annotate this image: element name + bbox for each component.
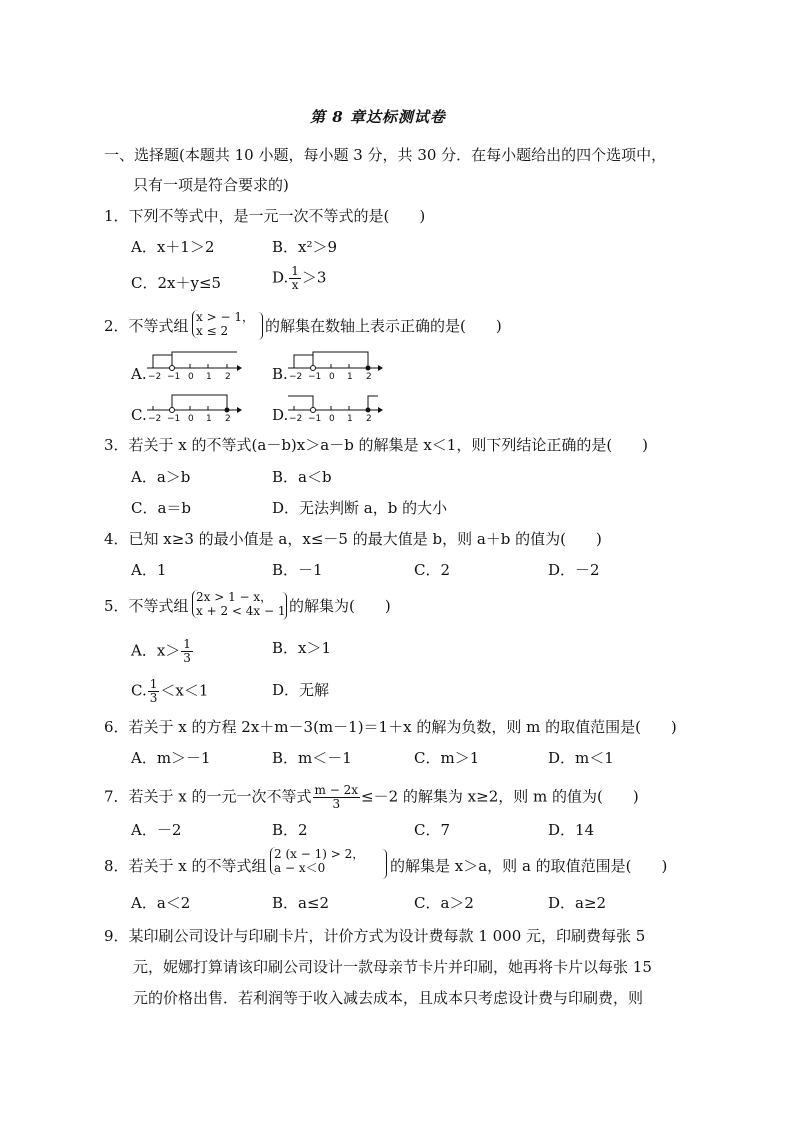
q8-option-c: C．a＞2 <box>414 894 474 912</box>
q5-a-denominator: 3 <box>183 651 191 665</box>
q7-option-d: D．14 <box>548 821 595 839</box>
section-heading-line2: 只有一项是符合要求的) <box>133 176 289 194</box>
q2-system <box>192 310 254 338</box>
q3-option-a: A．a＞b <box>131 468 191 486</box>
q2-a-open-dot <box>170 366 175 371</box>
q9-line3: 元的价格出售．若利润等于收入减去成本，且成本只考虑设计费与印刷费，则 <box>133 989 644 1007</box>
q2-b-open-dot <box>311 366 316 371</box>
q2-b-bracket-right <box>313 352 368 368</box>
q2-d-tick-m2: −2 <box>289 414 303 424</box>
q6-option-b: B．m＜－1 <box>272 749 352 767</box>
q5-c-prefix: C. <box>131 681 147 700</box>
q2-c-tick-2: 2 <box>225 414 231 424</box>
q9-line1: 9．某印刷公司设计与印刷卡片，计价方式为设计费每款 1 000 元，印刷费每张 5 <box>104 927 646 945</box>
q5-option-a <box>131 638 194 665</box>
q5-c-numerator: 1 <box>149 677 158 691</box>
q2-c-bracket <box>172 395 227 410</box>
q2-a-tick-1: 1 <box>206 372 212 382</box>
q2-d-open-dot <box>311 408 316 413</box>
q5-option-c <box>131 678 208 705</box>
q4-stem: 4．已知 x≥3 的最小值是 a，x≤－5 的最大值是 b，则 a＋b 的值为( ) <box>104 530 602 548</box>
q8-stem-suffix: 的解集是 x＞a，则 a 的取值范围是( ) <box>390 857 668 875</box>
q7-stem <box>104 784 639 811</box>
q2-system-line1: x > − 1， <box>196 310 254 324</box>
q5-a-numerator: 1 <box>183 637 191 651</box>
q2-c-tick-1: 1 <box>206 414 212 424</box>
q6-option-d: D．m＜1 <box>548 749 614 767</box>
q2-d-tick-0: 0 <box>329 414 335 424</box>
q2-stem-suffix: 的解集在数轴上表示正确的是( ) <box>265 317 502 335</box>
q4-option-a: A．1 <box>131 561 167 579</box>
q1-option-c: C．2x＋y≤5 <box>131 274 222 292</box>
q5-system-line1: 2x > 1 − x， <box>196 590 273 604</box>
q7-numerator: m − 2x <box>314 783 359 797</box>
q2-a-tick-0: 0 <box>188 372 194 382</box>
q2-b-tick-2: 2 <box>366 372 372 382</box>
q8-option-d: D．a≥2 <box>548 894 607 912</box>
q2-stem-prefix: 2．不等式组 <box>104 317 189 335</box>
q2-d-closed-dot <box>366 408 371 413</box>
q4-option-d: D．－2 <box>548 561 600 579</box>
q2-number-line-d <box>286 390 386 424</box>
q2-system-close <box>258 312 263 340</box>
q2-c-tick-m2: −2 <box>148 414 162 424</box>
q3-option-b: B．a＜b <box>272 468 332 486</box>
q6-option-a: A．m＞－1 <box>131 749 211 767</box>
q5-a-fraction <box>181 638 193 665</box>
q7-stem-prefix: 7．若关于 x 的一元一次不等式 <box>104 787 312 806</box>
q2-d-tick-2: 2 <box>366 414 372 424</box>
q2-a-tick-m1: −1 <box>167 372 181 382</box>
q8-option-a: A．a＜2 <box>131 894 191 912</box>
q2-d-tick-m1: −1 <box>308 414 322 424</box>
q7-option-a: A．－2 <box>131 821 182 839</box>
q2-number-line-b <box>286 348 386 382</box>
q2-number-line-c <box>145 390 245 424</box>
q2-b-tick-0: 0 <box>329 372 335 382</box>
q4-option-b: B．－1 <box>272 561 323 579</box>
q1-d-fraction <box>289 265 301 292</box>
q2-c-open-dot <box>170 408 175 413</box>
q1-d-suffix: ＞3 <box>301 268 327 287</box>
section-heading-line1: 一、选择题(本题共 10 小题，每小题 3 分，共 30 分．在每小题给出的四个选项中， <box>104 146 667 164</box>
q1-d-denominator: x <box>291 278 299 292</box>
q7-stem-suffix: ≤－2 的解集为 x≥2，则 m 的值为( ) <box>361 787 639 806</box>
q2-number-line-a <box>145 348 245 382</box>
q2-b-bracket-left <box>294 355 313 368</box>
q2-option-c-label: C. <box>131 406 147 424</box>
q2-b-tick-m1: −1 <box>308 372 322 382</box>
q7-fraction <box>313 784 360 811</box>
q2-a-tick-2: 2 <box>225 372 231 382</box>
q1-stem: 1．下列不等式中，是一元一次不等式的是( ) <box>104 207 426 225</box>
q2-option-a-label: A. <box>131 365 147 383</box>
q7-option-c: C．7 <box>414 821 451 839</box>
q2-b-closed-dot <box>366 366 371 371</box>
q2-d-bracket-left <box>288 396 313 410</box>
q1-d-numerator: 1 <box>291 264 299 278</box>
q5-system <box>192 590 286 618</box>
q2-b-tick-m2: −2 <box>289 372 303 382</box>
q1-option-a: A．x＋1＞2 <box>131 238 215 256</box>
q5-c-fraction <box>148 678 160 705</box>
q8-system-line2: a − x＜0 <box>274 861 326 875</box>
q8-system-close <box>382 849 387 879</box>
q2-system-line2: x ≤ 2 <box>196 324 229 338</box>
q5-stem-prefix: 5．不等式组 <box>104 597 189 615</box>
q2-d-tick-1: 1 <box>347 414 353 424</box>
q1-option-d <box>272 265 326 292</box>
q6-stem: 6．若关于 x 的方程 2x＋m－3(m－1)＝1＋x 的解为负数，则 m 的取值范围是( ) <box>104 718 677 736</box>
q2-a-tick-m2: −2 <box>148 372 162 382</box>
q5-c-suffix: ＜x＜1 <box>160 681 209 700</box>
q2-b-tick-1: 1 <box>347 372 353 382</box>
q5-option-d: D．无解 <box>272 681 330 699</box>
q2-c-tick-m1: −1 <box>167 414 181 424</box>
q2-a-axis <box>147 365 242 371</box>
q5-stem-suffix: 的解集为( ) <box>289 597 391 615</box>
q2-option-d-label: D. <box>272 406 289 424</box>
q1-option-b: B．x²＞9 <box>272 238 338 256</box>
q3-option-c: C．a＝b <box>131 499 192 517</box>
q1-d-prefix: D. <box>272 268 289 287</box>
q8-stem-prefix: 8．若关于 x 的不等式组 <box>104 857 267 875</box>
q2-a-bracket-left <box>153 355 172 368</box>
q8-system <box>270 847 364 875</box>
q4-option-c: C．2 <box>414 561 451 579</box>
q5-system-line2: x + 2 < 4x − 1 <box>196 604 286 618</box>
q5-a-prefix: A．x＞ <box>131 641 181 660</box>
q7-denominator: 3 <box>332 797 341 811</box>
q6-option-c: C．m＞1 <box>414 749 480 767</box>
q3-stem: 3．若关于 x 的不等式(a－b)x＞a－b 的解集是 x＜1，则下列结论正确的是( ) <box>104 436 649 454</box>
q7-option-b: B．2 <box>272 821 308 839</box>
q5-system-close <box>282 592 287 620</box>
q2-d-bracket-right <box>368 396 378 410</box>
q5-option-b: B．x＞1 <box>272 639 332 657</box>
q2-option-b-label: B. <box>272 365 288 383</box>
q8-option-b: B．a≤2 <box>272 894 330 912</box>
page-title: 第 8 章达标测试卷 <box>310 108 446 126</box>
q3-option-d: D．无法判断 a，b 的大小 <box>272 499 448 517</box>
q2-c-closed-dot <box>225 408 230 413</box>
q2-c-tick-0: 0 <box>188 414 194 424</box>
q5-c-denominator: 3 <box>149 691 158 705</box>
q8-system-line1: 2 (x − 1) > 2， <box>274 847 365 861</box>
q9-line2: 元，妮娜打算请该印刷公司设计一款母亲节卡片并印刷，她再将卡片以每张 15 <box>133 958 652 976</box>
